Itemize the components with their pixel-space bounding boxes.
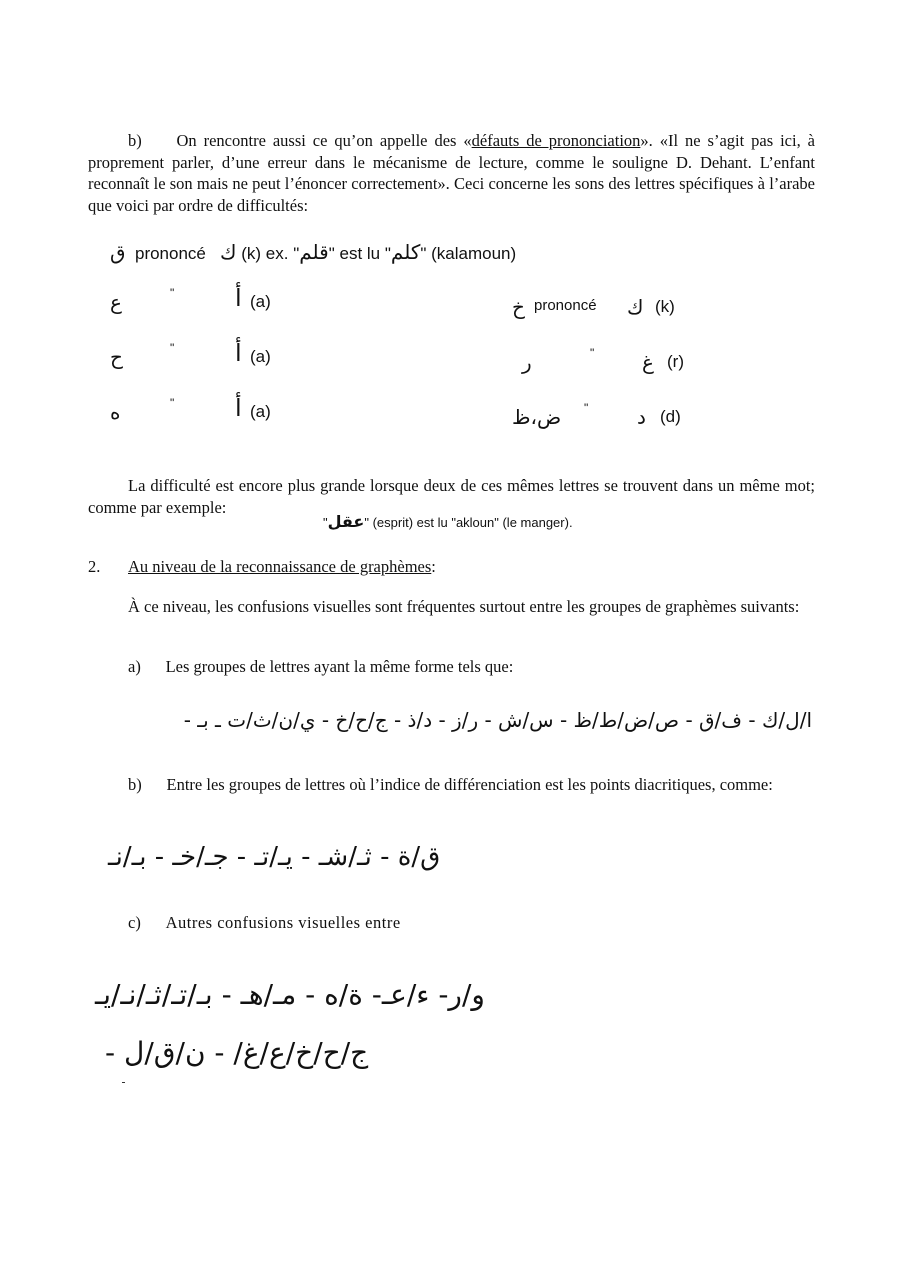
arabic-letter: ه [110, 400, 121, 424]
ditto-mark: " [170, 396, 175, 410]
item-a [128, 656, 513, 678]
sound-text: (a) [250, 292, 271, 311]
sound-text: (k) [655, 297, 675, 316]
item-marker: a) [128, 657, 141, 676]
arabic-letter: غ [642, 350, 654, 374]
sound-text: (r) [667, 352, 684, 371]
example-text: " (esprit) est lu "akloun" (le manger). [364, 515, 573, 530]
arabic-letter-groups-c1: و/ر- ء/عـ- ة/ه - مـ/هـ - بـ/تـ/ثـ/نـ/يـ [95, 978, 485, 1011]
section-title [128, 556, 436, 578]
arabic-letter: أ [235, 394, 242, 422]
item-marker: c) [128, 913, 141, 932]
sound-text: (d) [660, 407, 681, 426]
arabic-letter-groups-a: ا/ل/ك - ف/ق - ص/ض/ط/ظ - س/ش - ر/ز - د/ذ - ج/ح/خ - ي/ن/ث/ت ـ بـ - [183, 708, 812, 732]
ditto-mark: " [590, 346, 595, 360]
arabic-letter: ح [110, 345, 123, 369]
arabic-word: كلم [390, 240, 421, 264]
arabic-letter-groups-b: ق/ة - ثـ/شـ - يـ/تـ - جـ/خـ - بـ/نـ [108, 842, 441, 872]
stray-mark [122, 1082, 125, 1083]
item-marker: b) [128, 775, 142, 794]
sound-text: (k) ex. " [241, 244, 300, 263]
pronounced-label: prononcé [134, 244, 206, 263]
arabic-letter: خ [512, 295, 525, 319]
arabic-word: عقل [327, 512, 365, 531]
section-heading [88, 556, 100, 578]
ditto-mark: " [170, 286, 175, 300]
paragraph-pronunciation-defects [88, 130, 815, 216]
item-text: Autres confusions visuelles entre [165, 913, 401, 932]
item-text: Les groupes de lettres ayant la même forme tels que: [165, 657, 514, 676]
example-line [323, 512, 573, 531]
arabic-letter: ق [110, 240, 126, 264]
section-title-text: Au niveau de la reconnaissance de graphèmes [128, 557, 432, 576]
sound-text: (a) [250, 347, 271, 366]
paragraph-text-start: On rencontre aussi ce qu’on appelle des « [176, 131, 472, 150]
arabic-letter: ك [220, 240, 237, 264]
arabic-letter: ك [627, 295, 644, 319]
quote-mark: " [323, 515, 328, 530]
item-c [128, 912, 401, 934]
arabic-word: قلم [299, 240, 329, 264]
ditto-mark: " [170, 341, 175, 355]
sound-text: (a) [250, 402, 271, 421]
ditto-mark: " [584, 401, 589, 415]
transliteration-text: " (kalamoun) [420, 244, 517, 263]
arabic-letter: أ [235, 284, 242, 312]
underlined-term: défauts de prononciation [471, 131, 641, 150]
arabic-letter: ر [522, 350, 532, 374]
paragraph-difficulty: La difficulté est encore plus grande lorsque deux de ces mêmes lettres se trouvent dans un même mot; comme par exemple: [88, 476, 815, 517]
pronounced-label: prononcé [534, 297, 597, 314]
arabic-letter-groups-c2: ج/ح/خ/ع/غ/ - ن/ق/ل - [105, 1036, 369, 1069]
pronunciation-example-line [110, 240, 516, 264]
arabic-letter: ع [110, 290, 122, 314]
arabic-letter: ض،ظ [512, 405, 562, 429]
item-text: Entre les groupes de lettres où l’indice de différenciation est les points diacritiques, comme: [166, 775, 773, 794]
arabic-letter: أ [235, 339, 242, 367]
paragraph-text-end: ». «Il ne s’agit pas ici, à proprement parler, d’une erreur dans le mécanisme de lecture, comme le souligne D. Dehant. L’enfant reconnaît le son mais ne peut l’énoncer correctement». Ceci concerne les sons des lettres spécifiques à l’arabe que voici par ordre de difficultés: [88, 131, 815, 215]
item-marker: b) [128, 131, 142, 150]
item-b [88, 774, 815, 796]
paragraph-level: À ce niveau, les confusions visuelles sont fréquentes surtout entre les groupes de graphèmes suivants: [128, 597, 800, 616]
section-title-colon: : [431, 557, 436, 576]
arabic-letter: د [637, 405, 646, 429]
section-number: 2. [88, 557, 101, 576]
read-as-text: " est lu " [328, 244, 391, 263]
